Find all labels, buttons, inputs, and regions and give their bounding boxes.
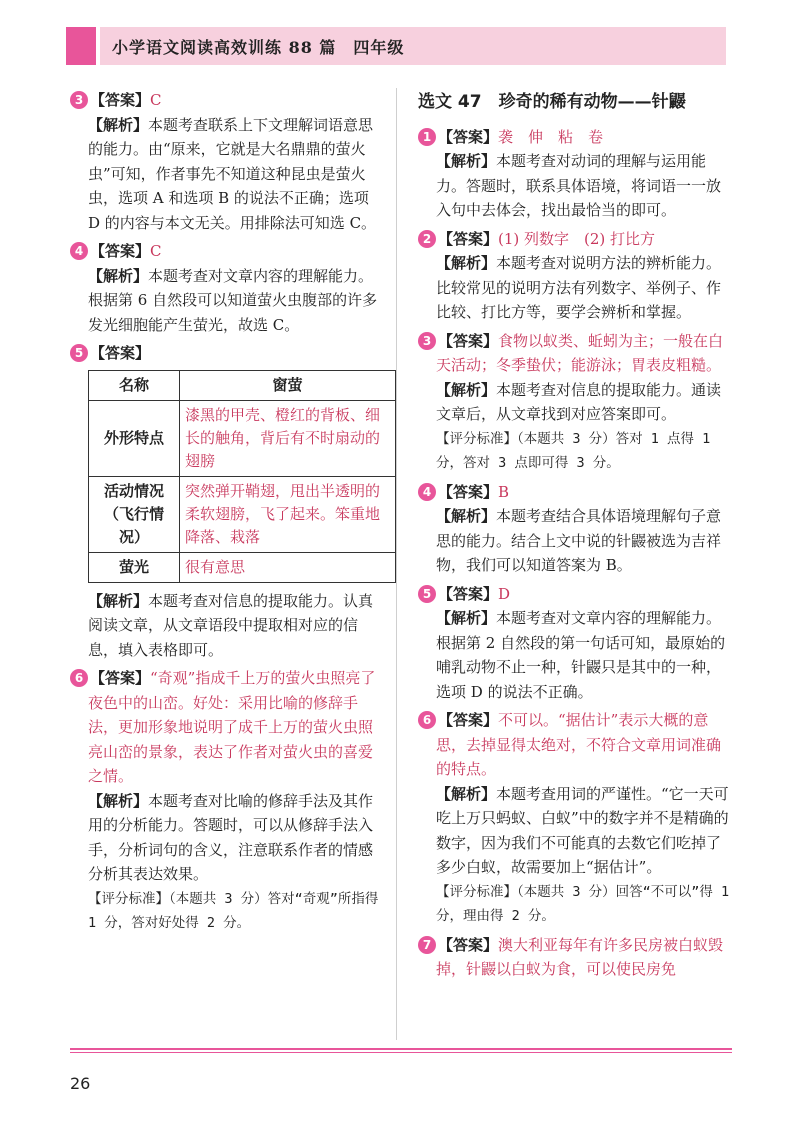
- analysis-text: 本题考查对说明方法的辨析能力。比较常见的说明方法有列数字、举例子、作比较、打比方等，要学会辨析和掌握。: [436, 254, 722, 321]
- answer-label: 【答案】: [438, 711, 499, 729]
- analysis-text: 本题考查联系上下文理解词语意思的能力。由“原来，它就是大名鼎鼎的萤火虫”可知，作者事先不知道这种昆虫是萤火虫，选项 A 和选项 B 的说法不正确；选项 D 的内容与本文无关。用排除法可知选 C。: [88, 115, 377, 232]
- section-title: 选文 47 珍奇的稀有动物——针鼹: [418, 92, 686, 112]
- analysis-text: 本题考查用词的严谨性。“它一天可吃上万只蚂蚁、白蚁”中的数字并不是精确的数字，因为我们不可能真的去数它们吃掉了多少白蚁，故需要加上“据估计”。: [436, 784, 729, 876]
- answer-label: 【答案】: [438, 935, 499, 954]
- table-row-name: 外形特点: [89, 400, 180, 476]
- analysis-label: 【解析】: [88, 115, 149, 134]
- answer-item-7: [418, 933, 733, 982]
- answer-label: 【答案】: [90, 242, 151, 260]
- table-row: [89, 400, 396, 476]
- answer-text: “奇观”指成千上万的萤火虫照亮了夜色中的山峦。好处：采用比喻的修辞手法，更加形象地说明了成千上万的萤火虫照亮山峦的景象，表达了作者对萤火虫的喜爱之情。: [88, 669, 376, 785]
- analysis-label: 【解析】: [436, 380, 497, 399]
- analysis-label: 【解析】: [436, 507, 497, 525]
- analysis-label: 【解析】: [88, 791, 149, 810]
- analysis-text: 本题考查对动词的理解与运用能力。答题时，联系具体语境，将词语一一放入句中去体会，找出最恰当的即可。: [436, 152, 722, 219]
- answer-item-6: [418, 708, 733, 929]
- header-accent-block: [66, 27, 96, 65]
- table-header-cell: 窗萤: [180, 370, 396, 400]
- question-number-badge: 6: [70, 669, 88, 687]
- page-number: 26: [70, 1074, 91, 1093]
- answer-label: 【答案】: [90, 91, 151, 109]
- answer-item-2: [418, 227, 733, 325]
- question-number-badge: 5: [418, 585, 436, 603]
- footer-rule-thin: [70, 1052, 732, 1053]
- answer-item-3: [418, 329, 733, 476]
- left-column: [70, 88, 380, 940]
- answer-item-4: [418, 480, 733, 578]
- question-number-badge: 4: [70, 242, 88, 260]
- score-label: 【评分标准】: [88, 890, 169, 907]
- question-number-badge: 5: [70, 344, 88, 362]
- table-row-name: 活动情况（飞行情况）: [89, 476, 180, 552]
- table-row: [89, 476, 396, 552]
- table-row-value: 突然弹开鞘翅，甩出半透明的柔软翅膀，飞了起来。笨重地降落、栽落: [180, 476, 396, 552]
- table-row-value: 很有意思: [180, 552, 396, 582]
- score-text: （本题共 3 分）答对 1 点得 1 分，答对 3 点即可得 3 分。: [436, 430, 711, 471]
- page-header: [66, 27, 726, 65]
- answer-item-5: [418, 582, 733, 705]
- footer-rule: [70, 1048, 732, 1050]
- score-label: 【评分标准】: [436, 883, 517, 900]
- answer-label: 【答案】: [438, 482, 499, 501]
- score-text: （本题共 3 分）回答“不可以”得 1 分，理由得 2 分。: [436, 883, 730, 924]
- analysis-label: 【解析】: [436, 152, 497, 170]
- analysis-text: 本题考查对信息的提取能力。认真阅读文章，从文章语段中提取相对应的信息，填入表格即可。: [88, 591, 374, 659]
- answer-text: D: [498, 584, 511, 603]
- column-divider: [396, 88, 397, 1040]
- answer-item-3: [70, 88, 380, 235]
- book-title: 小学语文阅读高效训练 88 篇 四年级: [112, 38, 405, 57]
- analysis-text: 本题考查对文章内容的理解能力。根据第 6 自然段可以知道萤火虫腹部的许多发光细胞能产生萤光，故选 C。: [88, 266, 378, 334]
- answer-label: 【答案】: [90, 344, 151, 362]
- answer-text: 澳大利亚每年有许多民房被白蚁毁掉，针鼹以白蚁为食，可以使民房免: [436, 935, 724, 978]
- table-row: [89, 552, 396, 582]
- answer-label: 【答案】: [438, 127, 499, 146]
- analysis-text: 本题考查结合具体语境理解句子意思的能力。结合上文中说的针鼹被选为吉祥物，我们可以知道答案为 B。: [436, 507, 722, 574]
- question-number-badge: 3: [418, 332, 436, 350]
- analysis-label: 【解析】: [436, 254, 497, 272]
- answer-item-1: [418, 125, 733, 223]
- answer-item-6: [70, 666, 380, 936]
- analysis-text: 本题考查对比喻的修辞手法及其作用的分析能力。答题时，可以从修辞手法入手，分析词句的含义，注意联系作者的情感分析其表达效果。: [88, 791, 374, 883]
- analysis-text: 本题考查对信息的提取能力。通读文章后，从文章找到对应答案即可。: [436, 380, 722, 423]
- answer-label: 【答案】: [438, 229, 499, 248]
- analysis-text: 本题考查对文章内容的理解能力。根据第 2 自然段的第一句话可知，最原始的哺乳动物不止一种，针鼹只是其中的一种，选项 D 的说法不正确。: [436, 609, 726, 701]
- table-header-row: [89, 370, 396, 400]
- table-header-cell: 名称: [89, 370, 180, 400]
- answer-text: C: [150, 91, 162, 109]
- answer-text: 袭 伸 粘 卷: [498, 127, 604, 146]
- table-row-value: 漆黑的甲壳、橙红的背板、细长的触角，背后有不时扇动的翅膀: [180, 400, 396, 476]
- question-number-badge: 4: [418, 483, 436, 501]
- analysis-label: 【解析】: [88, 266, 149, 285]
- answer-item-5: [70, 341, 380, 662]
- answer-table: [88, 370, 396, 583]
- score-label: 【评分标准】: [436, 430, 517, 447]
- table-row-name: 萤光: [89, 552, 180, 582]
- answer-label: 【答案】: [90, 669, 151, 687]
- question-number-badge: 6: [418, 711, 436, 729]
- answer-text: 食物以蚁类、蚯蚓为主；一般在白天活动；冬季蛰伏；能游泳；胃表皮粗糙。: [436, 331, 724, 374]
- score-text: （本题共 3 分）答对“奇观”所指得 1 分，答对好处得 2 分。: [88, 890, 379, 931]
- analysis-label: 【解析】: [88, 591, 149, 610]
- answer-label: 【答案】: [438, 584, 499, 603]
- question-number-badge: 1: [418, 128, 436, 146]
- answer-label: 【答案】: [438, 331, 499, 350]
- answer-text: (1) 列数字 (2) 打比方: [498, 229, 656, 248]
- question-number-badge: 3: [70, 91, 88, 109]
- answer-item-4: [70, 239, 380, 337]
- answer-text: 不可以。“据估计”表示大概的意思，去掉显得太绝对，不符合文章用词准确的特点。: [436, 711, 722, 778]
- answer-text: B: [498, 482, 510, 501]
- question-number-badge: 7: [418, 936, 436, 954]
- analysis-label: 【解析】: [436, 784, 497, 803]
- right-column: [418, 88, 733, 986]
- question-number-badge: 2: [418, 230, 436, 248]
- analysis-label: 【解析】: [436, 609, 497, 627]
- answer-text: C: [150, 242, 162, 260]
